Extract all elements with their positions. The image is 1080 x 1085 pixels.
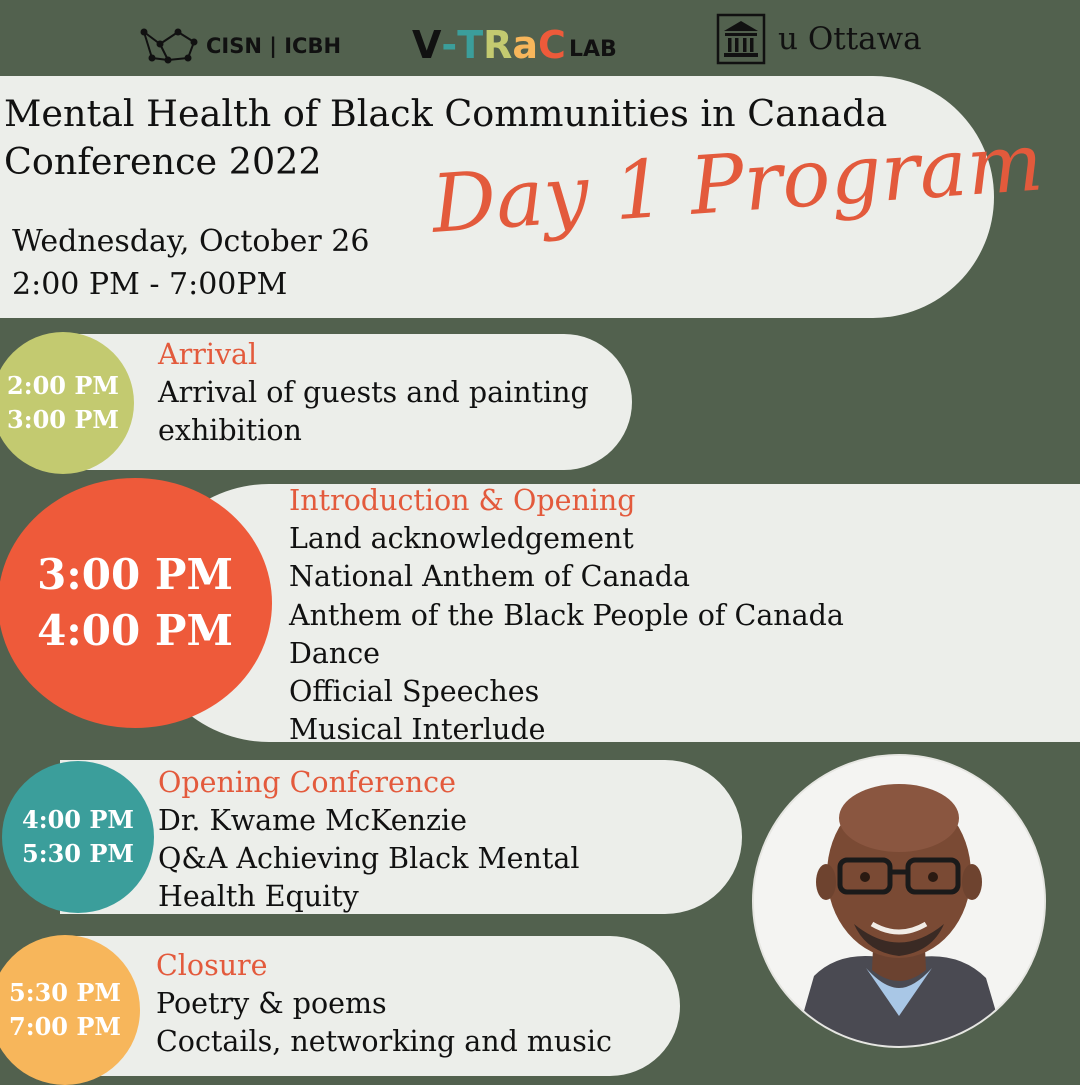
session-intro-line: Musical Interlude [289, 713, 546, 747]
session-opening-line: Dr. Kwame McKenzie [158, 804, 467, 837]
session-intro-end: 4:00 PM [37, 606, 233, 655]
session-opening-line: Q&A Achieving Black Mental [158, 842, 580, 875]
building-icon [716, 13, 766, 65]
uottawa-logo [716, 12, 922, 66]
session-opening-details [158, 764, 579, 916]
session-intro-details [289, 482, 844, 749]
uottawa-logo-text: u Ottawa [778, 21, 922, 57]
event-date-block [12, 220, 369, 306]
session-arrival-line: Arrival of guests and painting [158, 376, 589, 409]
event-time: 2:00 PM - 7:00PM [12, 267, 288, 302]
vtrac-r: R [483, 23, 513, 67]
session-arrival-start: 2:00 PM [7, 371, 119, 400]
day-program-title: Day 1 Program [428, 115, 1046, 251]
vtrac-v: V [412, 23, 442, 67]
session-arrival-details [158, 336, 589, 450]
vtrac-t: T [457, 23, 484, 67]
session-arrival-title: Arrival [158, 338, 258, 371]
session-opening-end: 5:30 PM [22, 839, 134, 868]
session-intro-line: Official Speeches [289, 675, 540, 709]
session-arrival-end: 3:00 PM [7, 405, 119, 434]
title-line-2: Conference 2022 [4, 140, 322, 183]
vtrac-dash: - [441, 23, 458, 67]
session-intro-title: Introduction & Opening [289, 484, 636, 517]
session-intro-line: National Anthem of Canada [289, 560, 691, 594]
vtrac-logo [412, 20, 617, 70]
session-closure-line: Poetry & poems [156, 987, 387, 1020]
session-intro-start: 3:00 PM [37, 550, 233, 599]
session-opening-start: 4:00 PM [22, 805, 134, 834]
session-opening-line: Health Equity [158, 880, 359, 913]
speaker-portrait-icon [754, 756, 1044, 1046]
session-intro-line: Dance [289, 636, 381, 670]
title-line-1: Mental Health of Black Communities in Canada [4, 92, 888, 135]
cisn-logo [138, 24, 341, 68]
session-closure-start: 5:30 PM [9, 978, 121, 1007]
session-intro-time-circle [0, 478, 272, 728]
vtrac-c: C [538, 23, 566, 67]
vtrac-lab: LAB [568, 37, 617, 62]
network-icon [138, 24, 204, 68]
session-closure-title: Closure [156, 949, 268, 982]
session-closure-end: 7:00 PM [9, 1012, 121, 1041]
session-intro-line: Anthem of the Black People of Canada [289, 598, 844, 632]
session-opening-title: Opening Conference [158, 766, 457, 799]
session-opening-time-circle [2, 761, 154, 913]
session-closure-details [156, 947, 612, 1061]
session-arrival-line: exhibition [158, 414, 302, 447]
cisn-logo-text: CISN | ICBH [206, 34, 342, 58]
vtrac-a: a [512, 23, 539, 67]
event-date: Wednesday, October 26 [12, 224, 370, 259]
session-closure-line: Coctails, networking and music [156, 1025, 612, 1058]
session-intro-line: Land acknowledgement [289, 522, 634, 556]
speaker-photo [752, 754, 1046, 1048]
